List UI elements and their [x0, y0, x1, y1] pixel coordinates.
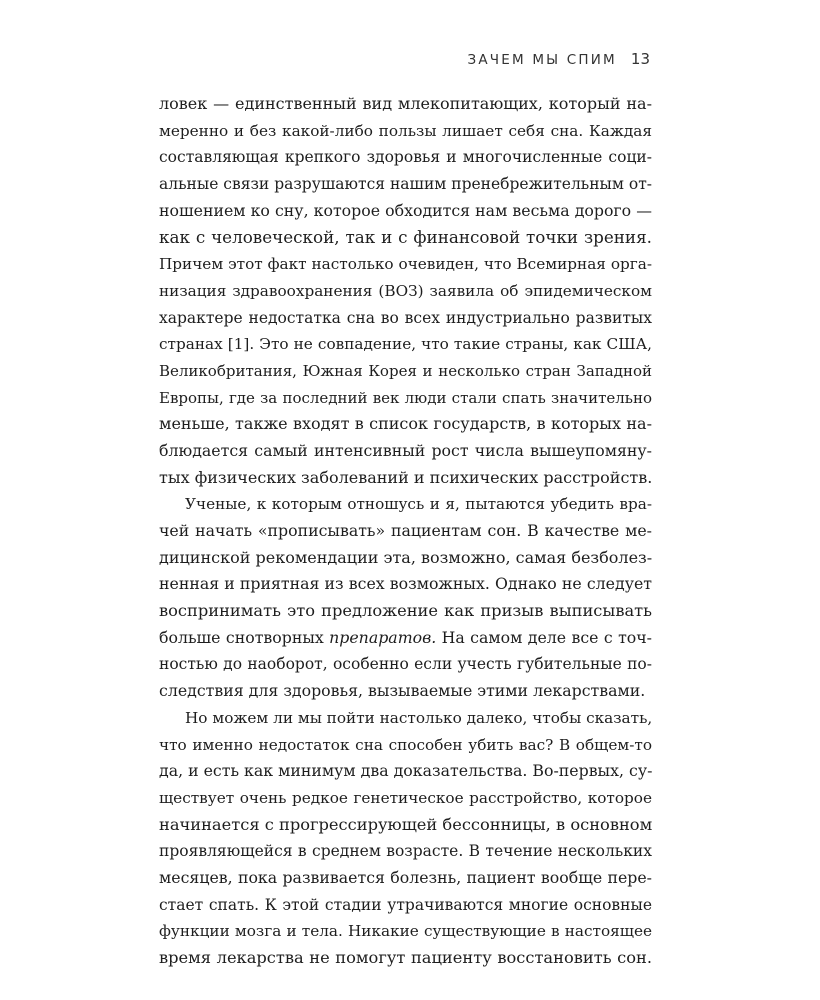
text-line: месяцев, пока развивается болезнь, пациент вообще пере- — [159, 867, 652, 887]
text-line: характере недостатка сна во всех индустриально развитых — [159, 308, 652, 327]
text-line: странах [1]. Это не совпадение, что такие страны, как США, — [159, 335, 652, 354]
page-number: 13 — [630, 50, 650, 68]
text-line: начинается с прогрессирующей бессонницы, в основном — [159, 814, 653, 834]
text-line: дицинской рекомендации эта, возможно, самая безболез- — [159, 547, 653, 567]
text-line: функции мозга и тела. Никакие существующие в настоящее — [159, 922, 652, 941]
text-line: что именно недостаток сна способен убить вас? В общем-то — [159, 735, 652, 754]
text-line: да, и есть как минимум два доказательства. Во-первых, су- — [159, 761, 653, 781]
text-line: Великобритания, Южная Корея и несколько стран Западной — [159, 361, 652, 380]
text-line: блюдается самый интенсивный рост числа вышеупомяну- — [159, 440, 652, 460]
text-line: тых физических заболеваний и психических расстройств. — [159, 467, 653, 487]
text-line: Ученые, к которым отношусь и я, пытаются убедить вра- — [185, 495, 652, 514]
body-text — [159, 91, 652, 972]
text-line: следствия для здоровья, вызываемые этими лекарствами. — [159, 681, 646, 701]
book-title: ЗАЧЕМ МЫ СПИМ — [467, 52, 617, 68]
text-segment: больше снотворных — [159, 627, 330, 647]
text-line: низация здравоохранения (ВОЗ) заявила об эпидемическом — [159, 281, 652, 300]
text-line: стает спать. К этой стадии утрачиваются многие основные — [159, 895, 652, 914]
text-line: меньше, также входят в список государств, в которых на- — [159, 414, 652, 434]
text-line: ненная и приятная из всех возможных. Однако не следует — [159, 574, 652, 594]
text-line: проявляющейся в среднем возрасте. В течение нескольких — [159, 842, 652, 861]
running-head — [468, 50, 650, 68]
text-line: меренно и без какой-либо пользы лишает себя сна. Каждая — [159, 121, 652, 140]
text-line: ношением ко сну, которое обходится нам весьма дорого — — [159, 200, 652, 220]
text-line: воспринимать это предложение как призыв выписывать — [159, 601, 652, 621]
text-line: ностью до наоборот, особенно если учесть губительные по- — [159, 655, 652, 674]
text-line: альные связи разрушаются нашим пренебрежительным от- — [159, 175, 653, 194]
text-line: составляющая крепкого здоровья и многочисленные соци- — [159, 148, 652, 167]
text-line: чей начать «прописывать» пациентам сон. В качестве ме- — [159, 521, 652, 540]
italic-term: препаратов. — [329, 627, 437, 647]
text-segment: На самом деле все с точ- — [436, 627, 652, 647]
text-line: Но можем ли мы пойти настолько далеко, чтобы сказать, — [185, 708, 653, 727]
text-line: Причем этот факт настолько очевиден, что Всемирная орга- — [159, 255, 652, 274]
text-line: ловек — единственный вид млекопитающих, который на- — [159, 94, 652, 113]
text-line: ществует очень редкое генетическое расстройство, которое — [159, 788, 652, 807]
text-line: как с человеческой, так и с финансовой точки зрения. — [159, 227, 652, 248]
text-line-with-italic — [159, 625, 652, 652]
text-line: Европы, где за последний век люди стали спать значительно — [159, 388, 652, 407]
text-line: время лекарства не помогут пациенту восстановить сон. — [159, 948, 652, 967]
